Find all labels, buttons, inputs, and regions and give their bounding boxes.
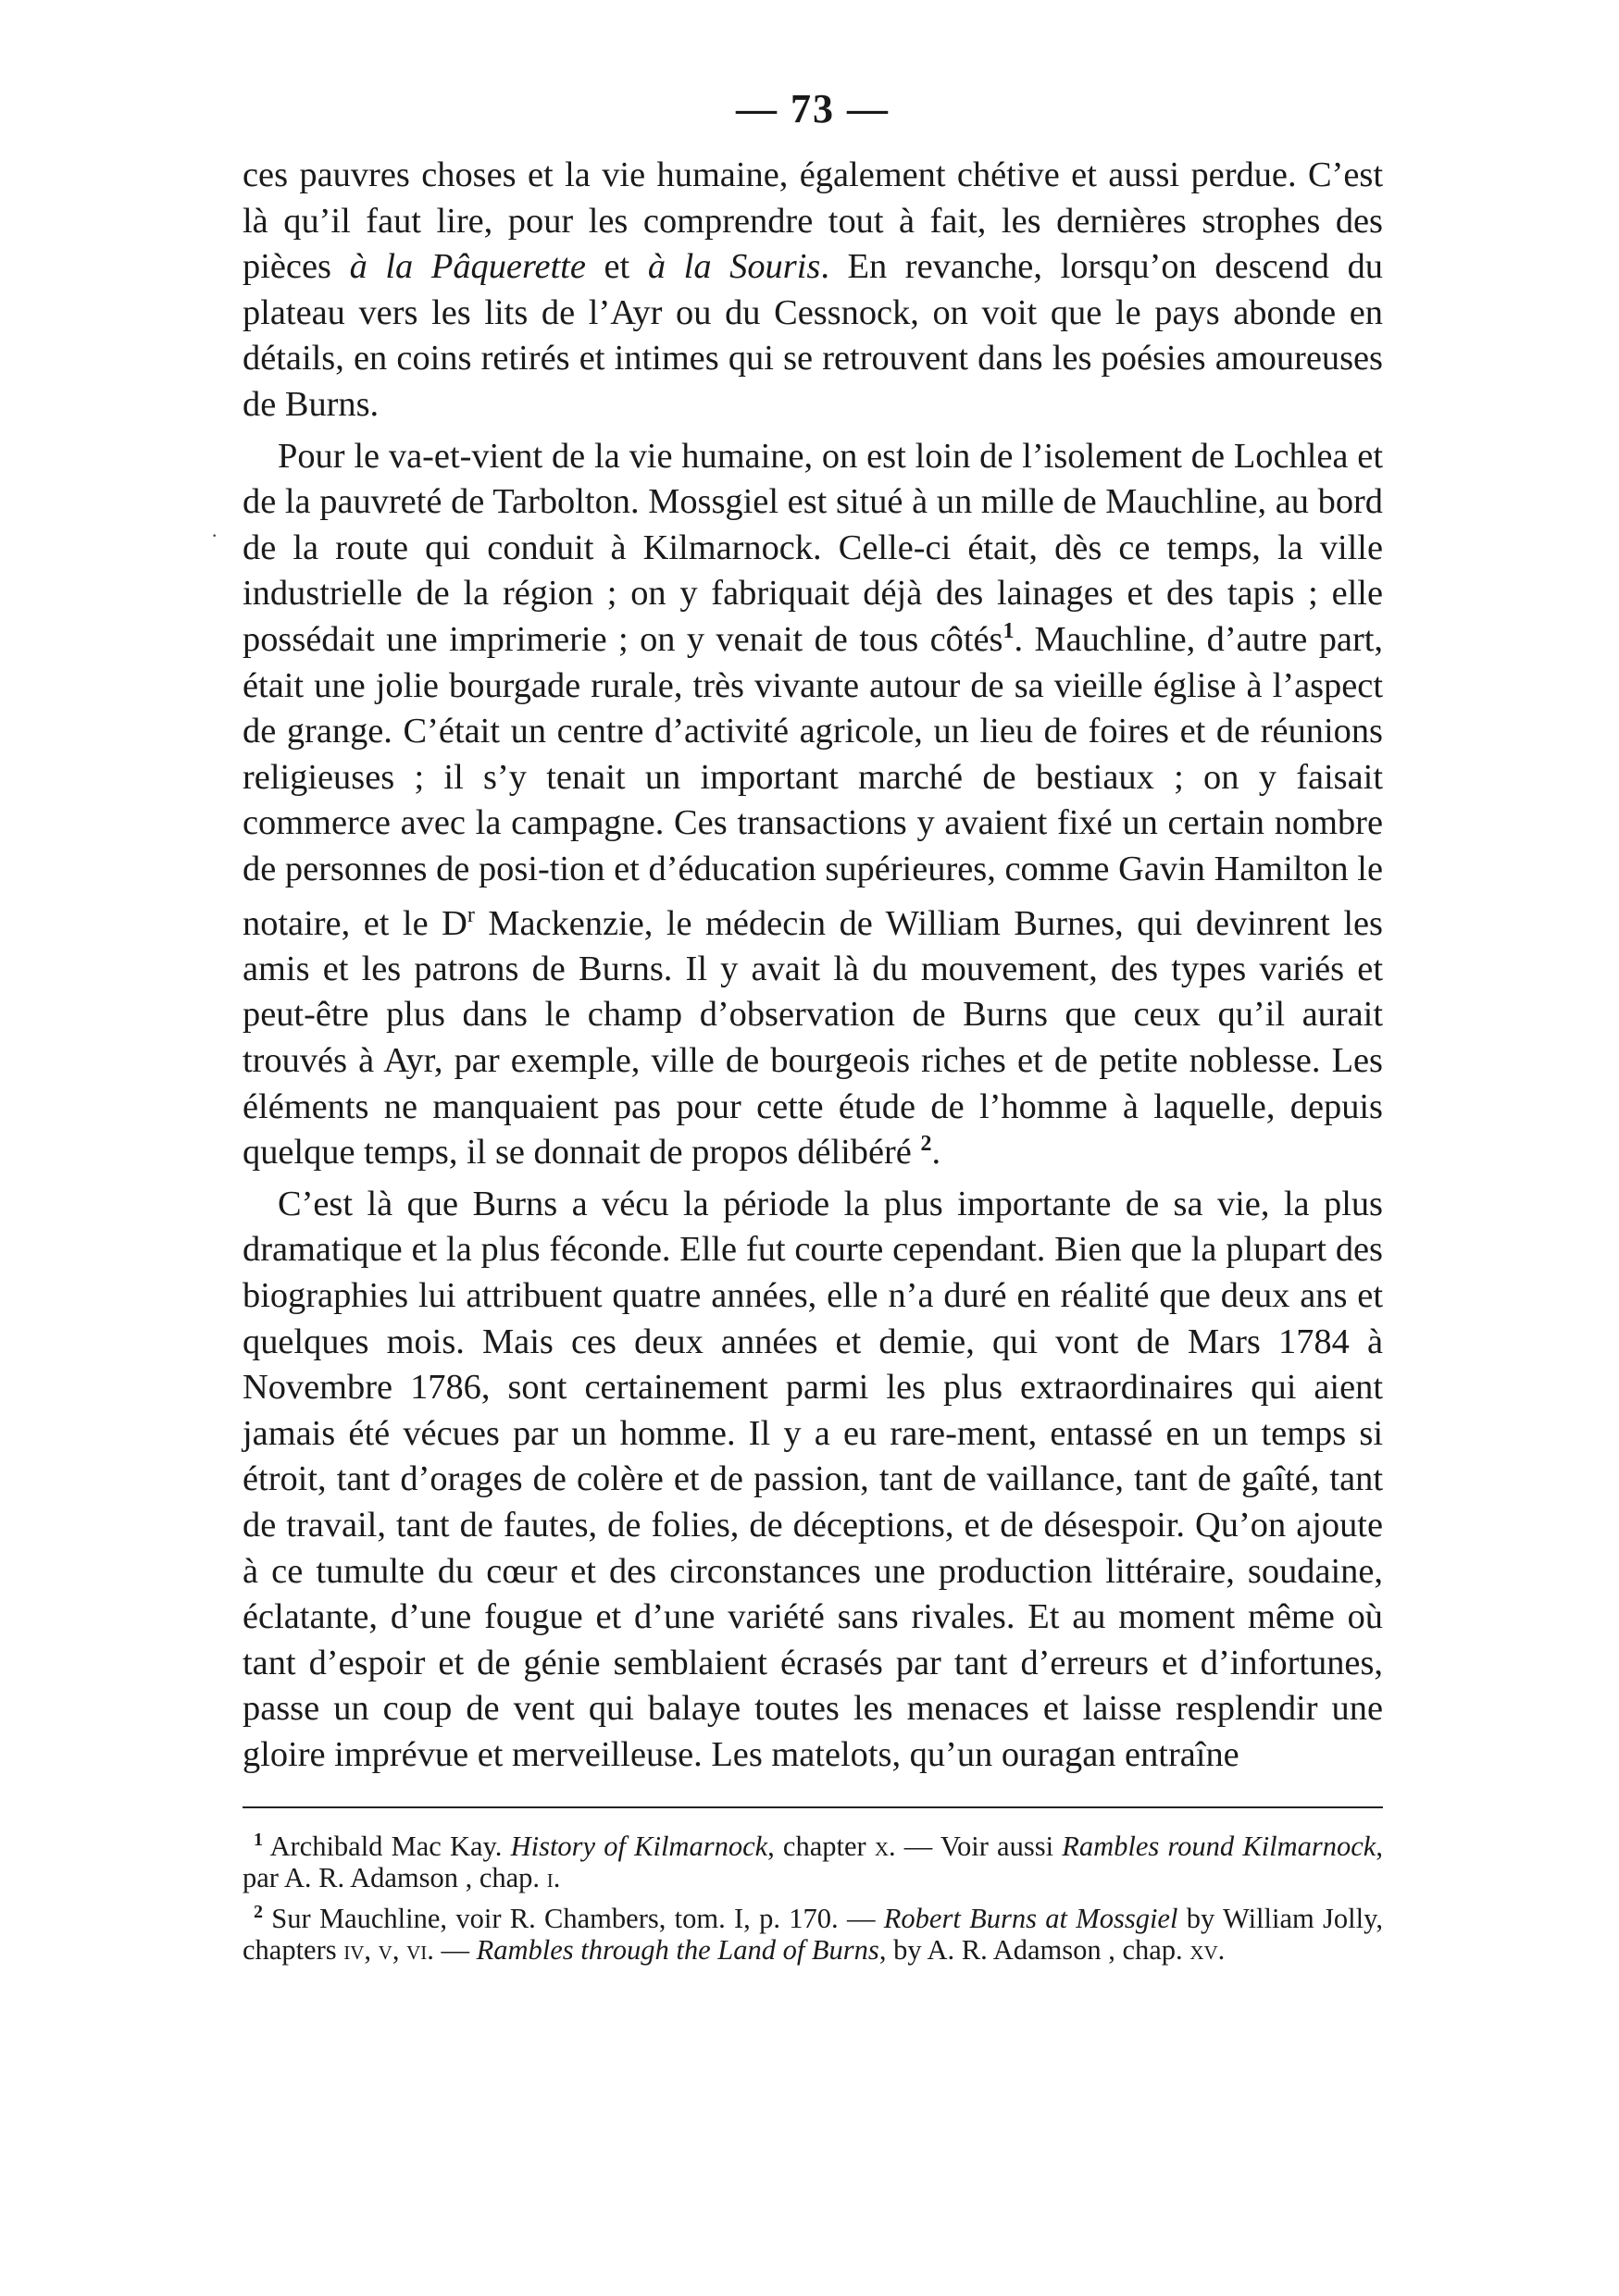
paragraph-1 [243, 153, 1383, 428]
text-run: by William Jolly, chapters [243, 1902, 1383, 1966]
footnote-divider [243, 1806, 1383, 1808]
text-run: Archibald Mac Kay. [263, 1830, 511, 1862]
poem-title: à la Souris [647, 247, 821, 287]
text-run: . [1217, 1933, 1226, 1966]
text-run: . [931, 1133, 941, 1173]
margin-mark: · [211, 524, 218, 547]
chapter-number: iv, v, vi [343, 1933, 428, 1966]
text-run: , chapter [767, 1830, 875, 1862]
footnote-ref-2[interactable]: 2 [920, 1132, 932, 1157]
paragraph-3: C’est là que Burns a vécu la période la plus importante de sa vie, la plus dramatique et la plus féconde. Elle fut courte cependant. Bien que la plupart des biographies lui attribuent quatre années, elle n’a duré en réalité que deux ans et quelques mois. Mais ces deux années et demie, qui vont de Mars 1784 à Novembre 1786, sont certainement parmi les plus extraordinaires qui aient jamais été vécues par un homme. Il y a eu rare-ment, entassé en un temps si étroit, tant d’orages de colère et de passion, tant de vaillance, tant de gaîté, tant de travail, tant de fautes, de folies, de déceptions, et de désespoir. Qu’on ajoute à ce tumulte du cœur et des circonstances une production littéraire, soudaine, éclatante, d’une fougue et d’une variété sans rivales. Et au moment même où tant d’espoir et de génie semblaient écrasés par tant d’erreurs et d’infortunes, passe un coup de vent qui balaye toutes les menaces et laisse resplendir une gloire imprévue et merveilleuse. Les matelots, qu’un ouragan entraîne [243, 1184, 1383, 1774]
cited-title: Robert Burns at Mossgiel [883, 1902, 1178, 1934]
paragraph-2 [243, 434, 1383, 1176]
footnote-number: 1 [254, 1829, 263, 1850]
text-run: . — Voir aussi [889, 1830, 1063, 1862]
body-text [243, 153, 1383, 1779]
text-run: Sur Mauchline, voir R. Chambers, tom. I, p. 170. — [263, 1902, 884, 1934]
text-run: . En revanche, lorsqu’on descend du plateau vers les lits de l’Ayr ou du Cessnock, on voit que le pays abonde en détails, en coins retirés et intimes qui se retrouvent dans les poésies amoureuses de Burns. [243, 247, 1384, 424]
chapter-number: x [874, 1830, 890, 1862]
text-run: , by A. R. Adamson , chap. [878, 1933, 1190, 1966]
footnote-2 [243, 1903, 1383, 1966]
footnote-ref-1[interactable]: 1 [1003, 619, 1015, 644]
footnote-1 [243, 1831, 1383, 1893]
text-run: . — [427, 1933, 477, 1966]
text-run: Mackenzie, le médecin de William Burnes, qui devinrent les amis et les patrons de Burns. Il y avait là du mouvement, des types variés et peut-être plus dans le champ d’observation de Burns que ceux qu’il aurait trouvés à Ayr, par exemple, ville de bourgeois riches et de petite noblesse. Les éléments ne manquaient pas pour cette étude de l’homme à laquelle, depuis quelque temps, il se donnait de propos délibéré [243, 903, 1383, 1173]
text-run: . Mauchline, d’autre part, était une jolie bourgade rurale, très vivante autour de sa vieille église à l’aspect de grange. C’était un centre d’activité agricole, un lieu de foires et de réunions religieuses ; il s’y tenait un important marché de bestiaux ; on y faisait commerce avec la campagne. Ces transactions y avaient fixé un certain nombre de personnes de posi-tion et d’éducation supérieures, comme Gavin Hamilton le notaire, et le D [243, 619, 1384, 943]
chapter-number: xv [1189, 1933, 1218, 1966]
chapter-number: i [546, 1861, 554, 1893]
cited-title: History of Kilmarnock [510, 1830, 768, 1862]
text-run: ces pauvres choses et la vie humaine, également chétive et aussi perdue. C’est là qu’il faut lire, pour les comprendre tout à fait, les dernières strophes des pièces [243, 155, 1383, 287]
poem-title: à la Pâquerette [349, 247, 586, 287]
cited-title: Rambles through the Land of Burns [476, 1933, 879, 1966]
text-run: , par A. R. Adamson , chap. [243, 1830, 1383, 1893]
text-run: Pour le va-et-vient de la vie humaine, on est loin de l’isolement de Lochlea et de la pauvreté de Tarbolton. Mossgiel est situé à un mille de Mauchline, au bord de la route qui conduit à Kilmarnock. Celle-ci était, dès ce temps, la ville industrielle de la région ; on y fabriquait déjà des lainages et des tapis ; elle possédait une imprimerie ; on y venait de tous côtés [243, 436, 1383, 659]
abbrev-superscript: r [467, 902, 475, 927]
page [243, 85, 1383, 1975]
cited-title: Rambles round Kilmarnock [1062, 1830, 1376, 1862]
footnote-number: 2 [254, 1901, 263, 1922]
text-run: et [585, 247, 648, 287]
text-run: . [553, 1861, 561, 1893]
footnotes [243, 1831, 1383, 1966]
page-number: — 73 — [736, 86, 890, 131]
